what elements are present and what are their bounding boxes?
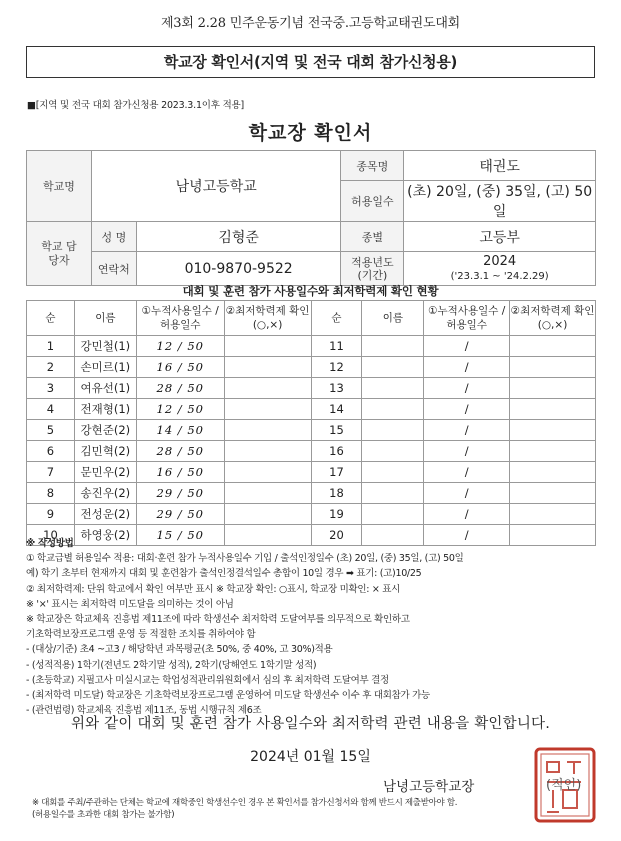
athlete-name — [362, 483, 424, 504]
used-days: / — [424, 336, 510, 357]
header-no: 순 — [27, 301, 75, 336]
row-no: 18 — [311, 483, 362, 504]
athlete-name — [362, 399, 424, 420]
min-grade-check — [510, 420, 596, 441]
name-label: 성 명 — [91, 222, 136, 252]
row-no: 1 — [27, 336, 75, 357]
allowed-days-label: 허용일수 — [341, 181, 404, 222]
note-line: - (성적적용) 1학기(전년도 2학기말 성적), 2학기(당해연도 1학기말 성적) — [26, 659, 317, 671]
athlete-name: 손미르(1) — [74, 357, 136, 378]
instructions-notes — [26, 536, 596, 718]
row-no: 16 — [311, 441, 362, 462]
row-no: 6 — [27, 441, 75, 462]
used-days: / — [424, 357, 510, 378]
note-line: - (최저학력 미도달) 학교장은 기초학력보장프로그램 운영하여 미도달 학생선수 이수 후 대회참가 가능 — [26, 690, 430, 702]
row-no: 13 — [311, 378, 362, 399]
header-name: 이름 — [74, 301, 136, 336]
used-days: / — [424, 378, 510, 399]
used-days: / — [424, 399, 510, 420]
used-days: / — [424, 483, 510, 504]
min-grade-check — [224, 336, 311, 357]
athlete-name — [362, 462, 424, 483]
note-line: - (관련법령) 학교체육 진흥법 제11조, 동법 시행규칙 제6조 — [26, 705, 262, 717]
year-label: 적용년도 (기간) — [341, 252, 404, 286]
used-days: 28 / 50 — [136, 378, 224, 399]
allowed-days-value: (초) 20일, (중) 35일, (고) 50일 — [404, 181, 596, 222]
note-line: 기초학력보장프로그램 운영 등 적절한 조치를 취하여야 함 — [26, 629, 256, 641]
used-days: 28 / 50 — [136, 441, 224, 462]
name-value: 김형준 — [136, 222, 341, 252]
min-grade-check — [224, 483, 311, 504]
athlete-name — [362, 378, 424, 399]
min-grade-check — [224, 399, 311, 420]
min-grade-check — [510, 357, 596, 378]
min-grade-check — [224, 441, 311, 462]
min-grade-check — [224, 357, 311, 378]
header-days: ①누적사용일수 /허용일수 — [136, 301, 224, 336]
footer-note — [32, 797, 592, 821]
event-name-label: 종목명 — [341, 151, 404, 181]
athlete-table — [26, 300, 596, 546]
note-line: ※ 작성방법 — [26, 538, 74, 549]
table-row — [27, 336, 596, 357]
school-name-label: 학교명 — [27, 151, 92, 222]
min-grade-check — [510, 462, 596, 483]
used-days: 14 / 50 — [136, 420, 224, 441]
document-box-title: 학교장 확인서(지역 및 전국 대회 참가신청용) — [26, 46, 595, 78]
contact-value: 010-9870-9522 — [136, 252, 341, 286]
note-line: ① 학교급별 허용일수 적용: 대회·훈련 참가 누적사용일수 기입 / 출석인정일수 (초) 20일, (중) 35일, (고) 50일 — [26, 553, 464, 565]
row-no: 14 — [311, 399, 362, 420]
main-title: 학교장 확인서 — [248, 122, 373, 144]
athlete-name: 전재형(1) — [74, 399, 136, 420]
table-row — [27, 378, 596, 399]
athlete-name — [362, 420, 424, 441]
used-days: 12 / 50 — [136, 399, 224, 420]
athlete-name: 여유선(1) — [74, 378, 136, 399]
row-no: 5 — [27, 420, 75, 441]
used-days: / — [424, 525, 510, 546]
min-grade-check — [510, 504, 596, 525]
year-cell — [404, 252, 596, 286]
division-value: 고등부 — [404, 222, 596, 252]
used-days: / — [424, 504, 510, 525]
row-no: 10 — [27, 525, 75, 546]
row-no: 12 — [311, 357, 362, 378]
note-line: - (초등학교) 지필고사 미실시교는 학업성적관리위원회에서 심의 후 최저학력 도달여부 결정 — [26, 674, 389, 686]
division-label: 종별 — [341, 222, 404, 252]
footer-line: (허용일수를 초과한 대회 참가는 불가함) — [32, 810, 175, 820]
table-row — [27, 357, 596, 378]
year-period: ('23.3.1 ~ '24.2.29) — [450, 270, 549, 282]
athlete-name: 송진우(2) — [74, 483, 136, 504]
year-value: 2024 — [483, 253, 517, 269]
header-no-right: 순 — [311, 301, 362, 336]
seal-label: (직인) — [546, 778, 582, 793]
principal-signature-line: 남녕고등학교장 — [383, 779, 475, 795]
section-title: 대회 및 훈련 참가 사용일수와 최저학력제 확인 현황 — [182, 284, 439, 298]
row-no: 8 — [27, 483, 75, 504]
used-days: 15 / 50 — [136, 525, 224, 546]
athlete-name: 하영웅(2) — [74, 525, 136, 546]
used-days: 29 / 50 — [136, 504, 224, 525]
min-grade-check — [510, 399, 596, 420]
header-min-grade-right: ②최저학력제 확인(○,×) — [510, 301, 596, 336]
row-no: 20 — [311, 525, 362, 546]
table-row — [27, 441, 596, 462]
event-name-value: 태권도 — [404, 151, 596, 181]
used-days: 12 / 50 — [136, 336, 224, 357]
athlete-name — [362, 504, 424, 525]
min-grade-check — [510, 378, 596, 399]
table-row — [27, 399, 596, 420]
contact-label: 연락처 — [91, 252, 136, 286]
row-no: 2 — [27, 357, 75, 378]
event-title: 제3회 2.28 민주운동기념 전국중.고등학교태권도대회 — [160, 16, 461, 31]
confirmation-statement: 위와 같이 대회 및 훈련 참가 사용일수와 최저학력 관련 내용을 확인합니다. — [70, 716, 551, 732]
header-days-right: ①누적사용일수 /허용일수 — [424, 301, 510, 336]
min-grade-check — [224, 504, 311, 525]
used-days: 16 / 50 — [136, 357, 224, 378]
note-line: 예) 학기 초부터 현재까지 대회 및 훈련참가 출석인정결석일수 총합이 10일 경우 ➡ 표기: (고)10/25 — [26, 568, 422, 580]
used-days: / — [424, 441, 510, 462]
table-row — [27, 483, 596, 504]
row-no: 19 — [311, 504, 362, 525]
athlete-name: 김민혁(2) — [74, 441, 136, 462]
used-days: 16 / 50 — [136, 462, 224, 483]
athlete-name — [362, 441, 424, 462]
row-no: 4 — [27, 399, 75, 420]
applicability-note: ■[지역 및 전국 대회 참가신청용 2023.3.1이후 적용] — [27, 100, 245, 111]
note-line: - (대상/기준) 초4 ~고3 / 해당학년 과목평균(초 50%, 중 40%, 고 30%)적용 — [26, 644, 333, 656]
min-grade-check — [224, 462, 311, 483]
issue-date: 2024년 01월 15일 — [250, 749, 371, 765]
min-grade-check — [224, 420, 311, 441]
manager-label: 학교 담당자 — [27, 222, 92, 286]
athlete-name: 전성운(2) — [74, 504, 136, 525]
row-no: 15 — [311, 420, 362, 441]
row-no: 3 — [27, 378, 75, 399]
note-line: ※ '×' 표시는 최저학력 미도달을 의미하는 것이 아님 — [26, 598, 234, 610]
table-row — [27, 420, 596, 441]
table-header-row — [27, 301, 596, 336]
note-line: ② 최저학력제: 단위 학교에서 확인 여부만 표시 ※ 학교장 확인: ○표시, 학교장 미확인: × 표시 — [26, 583, 400, 595]
used-days: 29 / 50 — [136, 483, 224, 504]
note-line: ※ 학교장은 학교체육 진흥법 제11조에 따라 학생선수 최저학력 도달여부를 의무적으로 확인하고 — [26, 614, 410, 626]
table-row — [27, 504, 596, 525]
min-grade-check — [510, 483, 596, 504]
school-info-table — [26, 150, 596, 286]
table-row — [27, 462, 596, 483]
athlete-name: 강민철(1) — [74, 336, 136, 357]
used-days: / — [424, 420, 510, 441]
school-name-value: 남녕고등학교 — [91, 151, 341, 222]
header-min-grade: ②최저학력제 확인(○,×) — [224, 301, 311, 336]
athlete-name: 문민우(2) — [74, 462, 136, 483]
row-no: 17 — [311, 462, 362, 483]
min-grade-check — [510, 441, 596, 462]
row-no: 7 — [27, 462, 75, 483]
min-grade-check — [224, 378, 311, 399]
athlete-name — [362, 357, 424, 378]
athlete-name — [362, 336, 424, 357]
min-grade-check — [510, 336, 596, 357]
athlete-name: 강현준(2) — [74, 420, 136, 441]
footer-line: ※ 대회를 주최/주관하는 단체는 학교에 재학중인 학생선수인 경우 본 확인서를 참가신청서와 함께 반드시 제출받아야 함. — [32, 798, 458, 808]
header-name-right: 이름 — [362, 301, 424, 336]
used-days: / — [424, 462, 510, 483]
row-no: 9 — [27, 504, 75, 525]
row-no: 11 — [311, 336, 362, 357]
